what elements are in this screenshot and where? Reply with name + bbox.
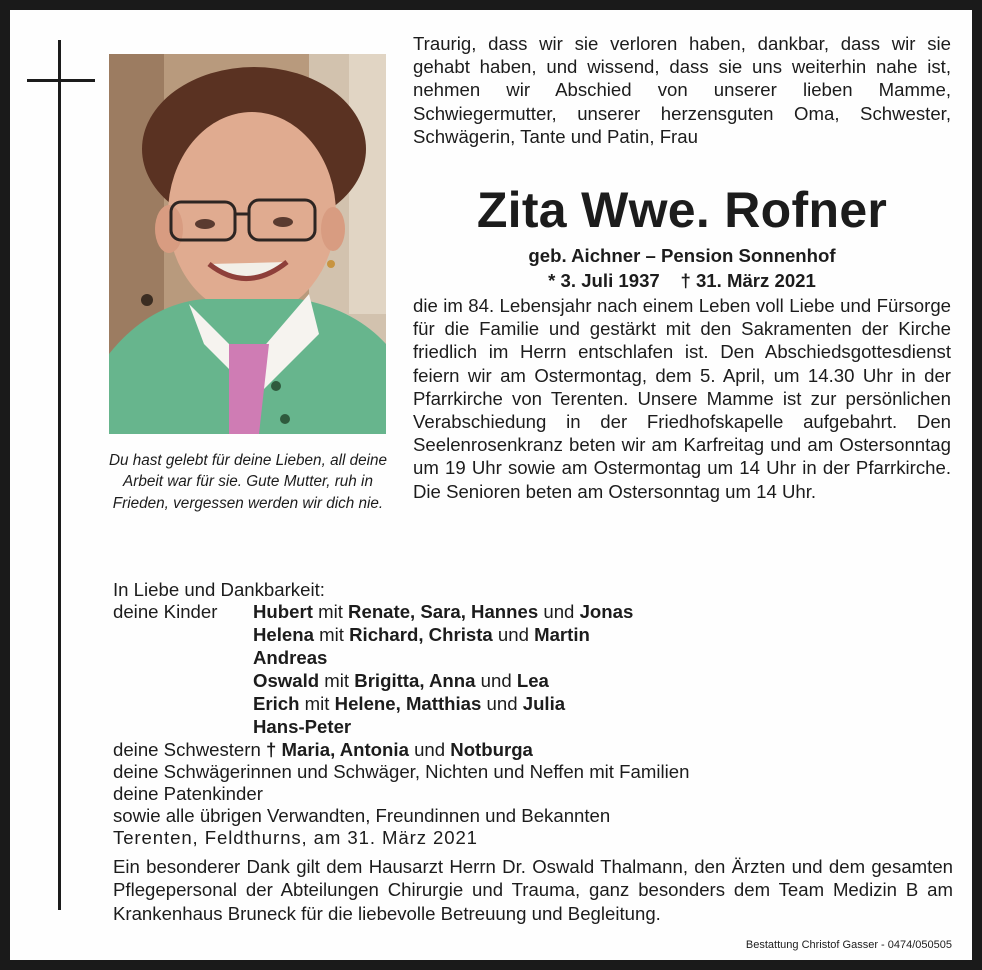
connector-text: und bbox=[538, 601, 580, 622]
place-date-line: Terenten, Feldthurns, am 31. März 2021 bbox=[113, 827, 478, 848]
connector-text: mit bbox=[299, 693, 335, 714]
sisters-names: † Maria, Antonia bbox=[265, 739, 409, 760]
family-name: Oswald bbox=[253, 670, 320, 691]
child-line bbox=[253, 716, 351, 738]
family-name: Lea bbox=[516, 670, 549, 691]
family-name: Jonas bbox=[579, 601, 634, 622]
main-text: die im 84. Lebensjahr nach einem Leben voll Liebe und Fürsorge für die Familie und gestärkt mit den Sakramenten der Kirche friedlich im Herrn entschlafen ist. Den Abschiedsgottesdienst feiern wir am Ostermontag, dem 5. April, um 14.30 Uhr in der Pfarrkirche von Terenten. Unsere Mamme ist zur persönlichen Verabschiedung in der Friedhofskapelle aufgebahrt. Den Seelenrosenkranz beten wir am Karfreitag und am Ostersonntag um 19 Uhr sowie am Ostermontag um 14 Uhr in der Pfarrkirche. Die Senioren beten am Ostersonntag um 14 Uhr. bbox=[413, 295, 951, 502]
portrait-photo bbox=[109, 54, 386, 434]
memorial-verse: Du hast gelebt für deine Lieben, all deine Arbeit war für sie. Gute Mutter, ruh in Frieden, vergessen werden wir dich nie. bbox=[108, 452, 388, 512]
child-line bbox=[253, 647, 327, 669]
children-label: deine Kinder bbox=[113, 601, 218, 622]
thanks-text: Ein besonderer Dank gilt dem Hausarzt Herrn Dr. Oswald Thalmann, den Ärzten und dem gesamten Pflegepersonal der Abteilungen Chirurgie und Trauma, ganz besonders dem Team Medizin B am Krankenhaus Bruneck für die liebevolle Betreuung und Begleitung. bbox=[113, 856, 953, 924]
connector-text: mit bbox=[319, 670, 355, 691]
family-name: Brigitta, Anna bbox=[354, 670, 476, 691]
family-block bbox=[113, 601, 953, 761]
family-name: Julia bbox=[522, 693, 566, 714]
family-name: Renate, Sara, Hannes bbox=[348, 601, 539, 622]
sisters-label: deine Schwestern bbox=[113, 739, 266, 760]
love-line: In Liebe und Dankbarkeit: bbox=[113, 579, 325, 600]
family-name: Hans-Peter bbox=[253, 716, 352, 737]
sisters-und: und bbox=[408, 739, 451, 760]
sisters-last: Notburga bbox=[450, 739, 533, 760]
connector-text: und bbox=[481, 693, 523, 714]
family-name: Helene, Matthias bbox=[334, 693, 482, 714]
family-name: Erich bbox=[253, 693, 300, 714]
cross-icon bbox=[58, 40, 61, 910]
obituary-paper bbox=[10, 10, 972, 960]
sisters-line bbox=[113, 739, 533, 761]
connector-text: mit bbox=[313, 624, 350, 645]
funeral-home-credit: Bestattung Christof Gasser - 0474/050505 bbox=[745, 939, 952, 951]
family-name: Hubert bbox=[253, 601, 313, 622]
family-name: Martin bbox=[534, 624, 590, 645]
connector-text: und bbox=[475, 670, 517, 691]
maiden-name-line: geb. Aichner – Pension Sonnenhof bbox=[528, 245, 836, 266]
godchildren-line: deine Patenkinder bbox=[113, 783, 263, 804]
in-laws-line: deine Schwägerinnen und Schwäger, Nichten und Neffen mit Familien bbox=[113, 761, 690, 782]
family-name: Andreas bbox=[253, 647, 328, 668]
relatives-line: sowie alle übrigen Verwandten, Freundinnen und Bekannten bbox=[113, 805, 611, 826]
connector-text: und bbox=[492, 624, 535, 645]
family-name: Helena bbox=[253, 624, 314, 645]
child-line bbox=[253, 601, 633, 623]
child-line bbox=[253, 670, 549, 692]
deceased-name: Zita Wwe. Rofner bbox=[476, 182, 888, 238]
intro-text: Traurig, dass wir sie verloren haben, dankbar, dass wir sie gehabt haben, und wissend, dass sie uns weiterhin nahe ist, nehmen wir Abschied von unserer lieben Mamme, Schwiegermutter, unserer herzensguten Oma, Schwester, Schwägerin, Tante und Patin, Frau bbox=[413, 33, 951, 147]
cross-icon-bar bbox=[27, 79, 95, 82]
child-line bbox=[253, 693, 565, 715]
life-dates: * 3. Juli 1937 † 31. März 2021 bbox=[548, 270, 816, 291]
connector-text: mit bbox=[312, 601, 349, 622]
family-name: Richard, Christa bbox=[349, 624, 493, 645]
child-line bbox=[253, 624, 590, 646]
